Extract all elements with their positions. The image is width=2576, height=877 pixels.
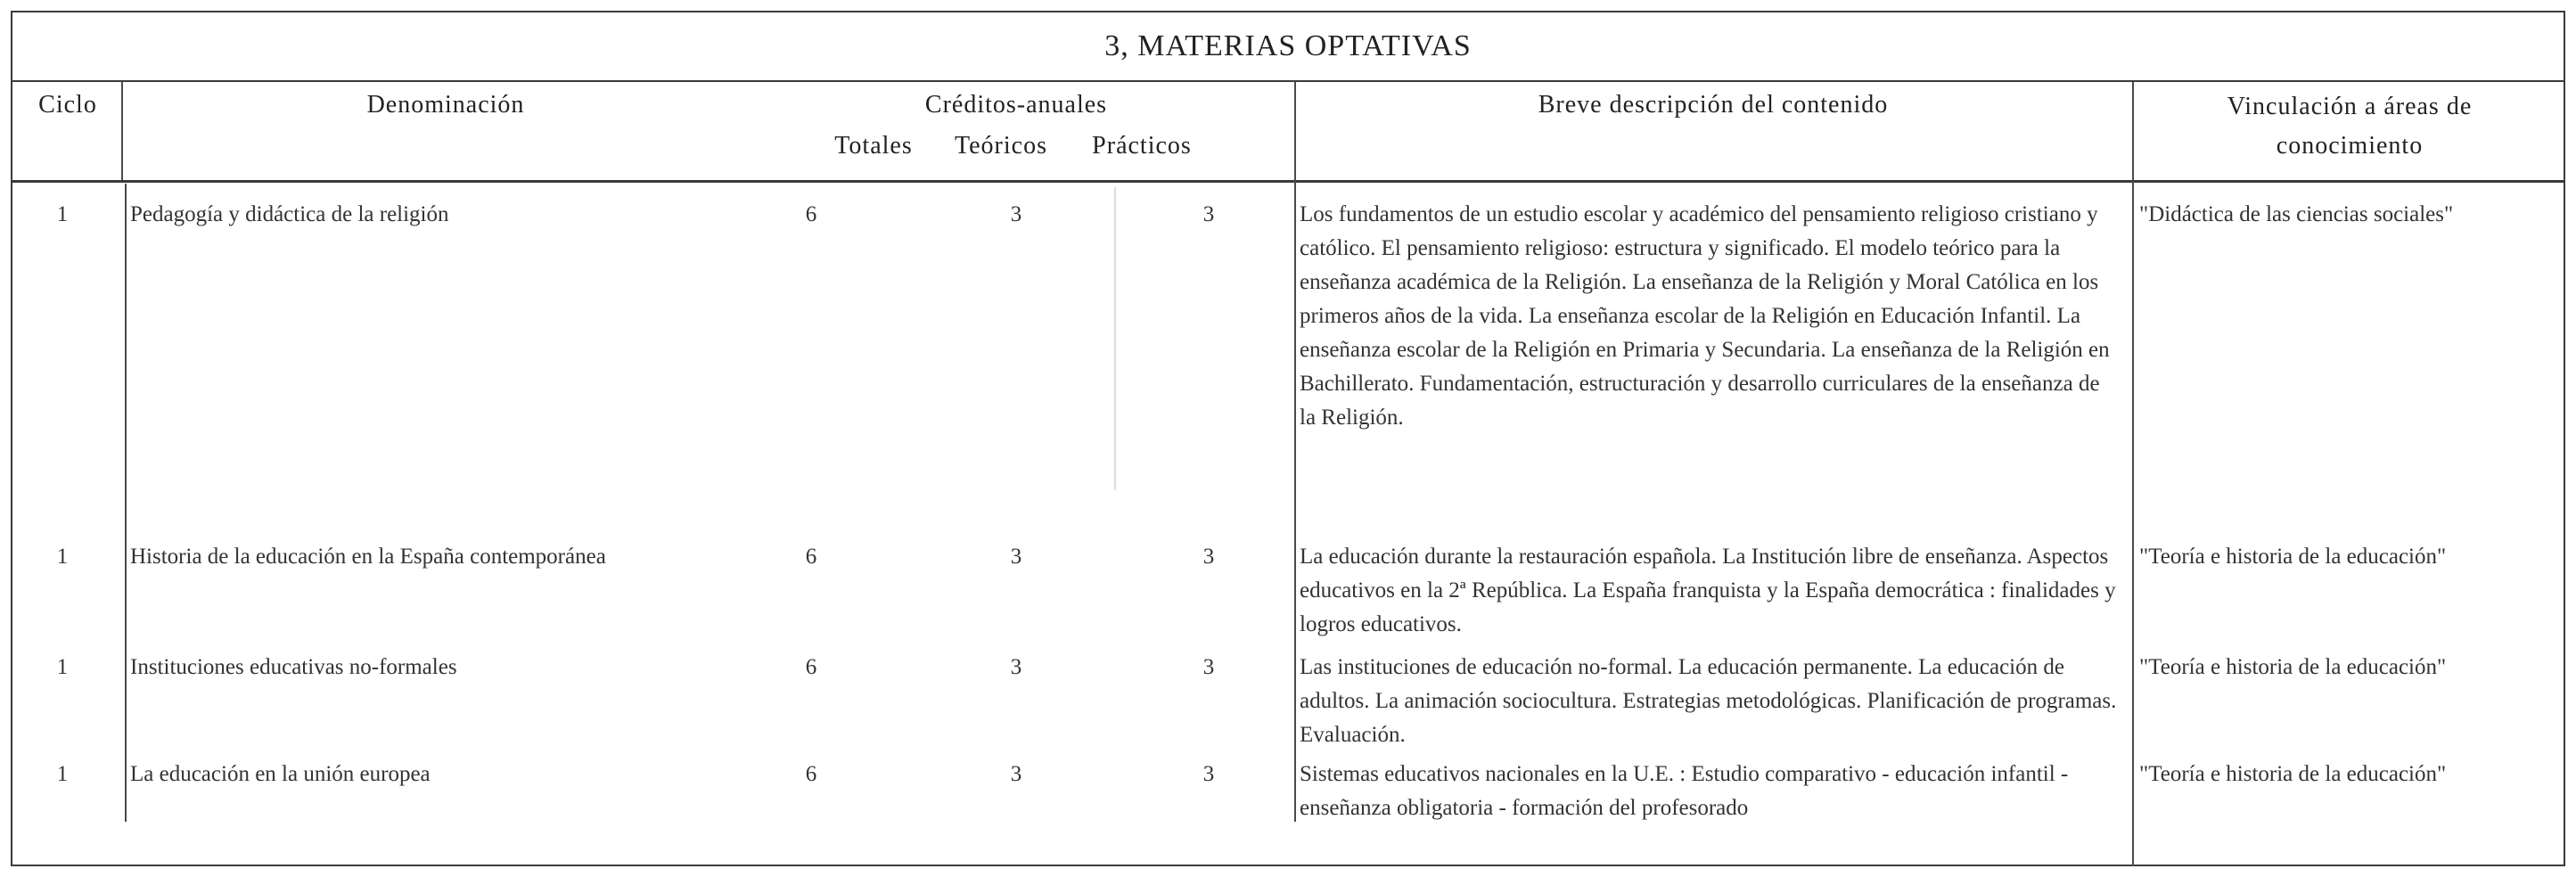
title-divider (12, 80, 2564, 82)
table-title: 3, MATERIAS OPTATIVAS (1104, 29, 1472, 62)
row-3-practicos: 3 (1202, 655, 1215, 679)
row-1-vinculacion: "Didáctica de las ciencias sociales" (2139, 202, 2454, 226)
header-denominacion: Denominación (366, 91, 525, 119)
row-1-teoricos: 3 (1010, 202, 1022, 226)
row-2-practicos: 3 (1202, 545, 1215, 569)
row-1-practicos: 3 (1202, 202, 1215, 226)
header-teoricos: Teóricos (954, 132, 1047, 160)
header-divider (12, 180, 2564, 183)
row-4-practicos: 3 (1202, 762, 1215, 786)
row-2-vinculacion: "Teoría e historia de la educación" (2139, 545, 2447, 569)
row-2-ciclo: 1 (56, 545, 69, 569)
col-divider-denominacion (125, 184, 127, 822)
col-divider-teoricos-practicos (1114, 187, 1116, 490)
row-3-denominacion: Instituciones educativas no-formales (130, 655, 457, 679)
row-3-ciclo: 1 (56, 655, 69, 679)
row-1-descripcion: Los fundamentos de un estudio escolar y académico del pensamiento religioso cristiano y católico. El pensamiento religioso: estructura y significado. El modelo teórico para la enseñanza académica de la Religión. La enseñanza de la Religión y Moral Católica en los primeros años de la vida. La enseñanza escolar de la Religión en Educación Infantil. La enseñanza escolar de la Religión en Primaria y Secundaria. La enseñanza de la Religión en Bachillerato. Fundamentación, estructuración y desarrollo curriculares de la enseñanza de la Religión. (1300, 202, 2110, 430)
row-1-totales: 6 (805, 202, 817, 226)
row-2-totales: 6 (805, 545, 817, 569)
header-totales: Totales (834, 132, 913, 160)
row-2-descripcion: La educación durante la restauración española. La Institución libre de enseñanza. Aspectos educativos en la 2ª República. La España franquista y la España democrática : finalidades y logros educativos. (1300, 545, 2116, 636)
row-3-descripcion: Las instituciones de educación no-formal. La educación permanente. La educación de adultos. La animación sociocultura. Estrategias metodológicas. Planificación de programas. Evaluación. (1300, 655, 2117, 747)
row-2-denominacion: Historia de la educación en la España contemporánea (130, 545, 606, 569)
row-4-descripcion: Sistemas educativos nacionales en la U.E. : Estudio comparativo - educación infantil - enseñanza obligatoria - formación del profesorado (1300, 762, 2069, 820)
row-1-ciclo: 1 (56, 202, 69, 226)
col-divider-creditos (1294, 82, 1296, 822)
row-4-ciclo: 1 (56, 762, 69, 786)
row-4-denominacion: La educación en la unión europea (130, 762, 431, 786)
header-practicos: Prácticos (1092, 132, 1192, 160)
header-ciclo: Ciclo (38, 91, 97, 119)
row-1-denominacion: Pedagogía y didáctica de la religión (130, 202, 449, 226)
row-4-totales: 6 (805, 762, 817, 786)
row-2-teoricos: 3 (1010, 545, 1022, 569)
row-4-teoricos: 3 (1010, 762, 1022, 786)
col-divider-descripcion (2132, 82, 2134, 866)
row-4-vinculacion: "Teoría e historia de la educación" (2139, 762, 2447, 786)
row-3-vinculacion: "Teoría e historia de la educación" (2139, 655, 2447, 679)
header-descripcion: Breve descripción del contenido (1538, 91, 1889, 119)
row-3-teoricos: 3 (1010, 655, 1022, 679)
header-creditos-anuales: Créditos-anuales (924, 91, 1108, 119)
header-vinculacion-line1: Vinculación a áreas de (2227, 93, 2473, 120)
header-vinculacion-line2: conocimiento (2276, 132, 2424, 160)
row-3-totales: 6 (805, 655, 817, 679)
col-divider-ciclo (121, 82, 123, 180)
